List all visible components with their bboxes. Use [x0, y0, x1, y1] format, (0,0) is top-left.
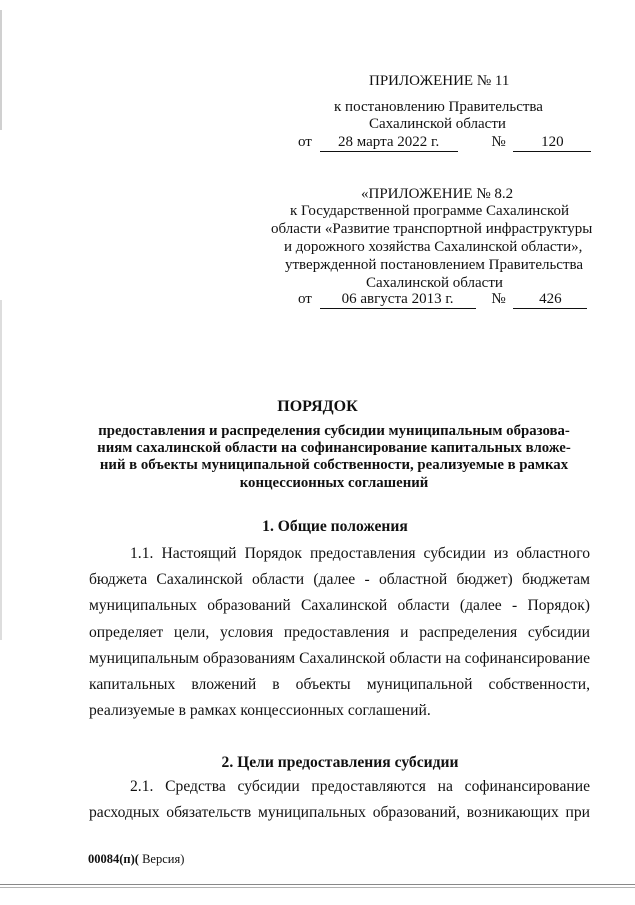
document-title: ПОРЯДОК [277, 398, 358, 415]
annex2-number-label: № [491, 291, 506, 307]
annex2-from-label: от [298, 291, 312, 307]
subtitle-line: ний в объекты муниципальной собственности, реализуемые в рамках [99, 457, 569, 474]
footer-version [88, 852, 184, 866]
annex-date: 28 марта 2022 г. [320, 134, 458, 152]
annex-date-row [298, 134, 591, 152]
annex2-line-3: и дорожного хозяйства Сахалинской области», [284, 239, 583, 255]
section-1-body [89, 541, 590, 724]
paragraph-line: расходных обязательств муниципальных образований, возникающих при [89, 804, 590, 822]
scan-edge-line [0, 884, 635, 885]
paragraph-line: 1.1. Настоящий Порядок предоставления субсидии из областного [130, 545, 590, 562]
annex-line-2: Сахалинской области [369, 116, 506, 132]
paragraph-line: 2.1. Средства субсидии предоставляются на софинансирование [130, 778, 590, 795]
section-2-body [89, 774, 590, 826]
footer-code: 00084(п)( [88, 852, 139, 866]
subtitle-line: концессионных соглашений [239, 474, 429, 491]
annex-number: 120 [513, 134, 591, 152]
paragraph-line: определяет цели, условия предоставления и распределения субсидии [89, 623, 590, 641]
paragraph-line: реализуемые в рамках концессионных соглашений. [89, 702, 431, 720]
paragraph-line: капитальных вложений в объекты муниципальной собственности, [89, 676, 590, 694]
annex2-number: 426 [513, 291, 587, 309]
paragraph-line: бюджета Сахалинской области (далее - областной бюджет) бюджетам [89, 571, 590, 589]
section-1-heading: 1. Общие положения [262, 518, 408, 535]
annex2-line-4: утвержденной постановлением Правительства [285, 257, 584, 273]
scan-edge-line [0, 887, 635, 888]
annex-title: ПРИЛОЖЕНИЕ № 11 [369, 73, 510, 89]
paragraph-line: муниципальных образований Сахалинской области (далее - Порядок) [89, 597, 590, 615]
annex2-line-2: области «Развитие транспортной инфраструктуры [271, 221, 593, 237]
scan-edge-mark [0, 300, 2, 640]
annex-number-label: № [491, 134, 506, 150]
subtitle-line: ниям сахалинской области на софинансирование капитальных вложе- [97, 440, 571, 457]
annex2-date-row [298, 291, 587, 309]
paragraph-line: муниципальным образованиям Сахалинской области на софинансирование [89, 649, 590, 667]
scan-edge-mark [0, 10, 2, 130]
annex2-line-1: к Государственной программе Сахалинской [290, 203, 570, 219]
annex2-line-5: Сахалинской области [366, 275, 503, 291]
section-2-heading: 2. Цели предоставления субсидии [221, 754, 459, 771]
annex-from-label: от [298, 134, 312, 150]
footer-version-label: Версия) [138, 852, 185, 866]
annex2-title: «ПРИЛОЖЕНИЕ № 8.2 [361, 186, 514, 202]
annex-line-1: к постановлению Правительства [334, 99, 543, 115]
annex2-date: 06 августа 2013 г. [320, 291, 476, 309]
subtitle-line: предоставления и распределения субсидии муниципальным образова- [98, 423, 570, 439]
document-subtitle [70, 423, 598, 492]
